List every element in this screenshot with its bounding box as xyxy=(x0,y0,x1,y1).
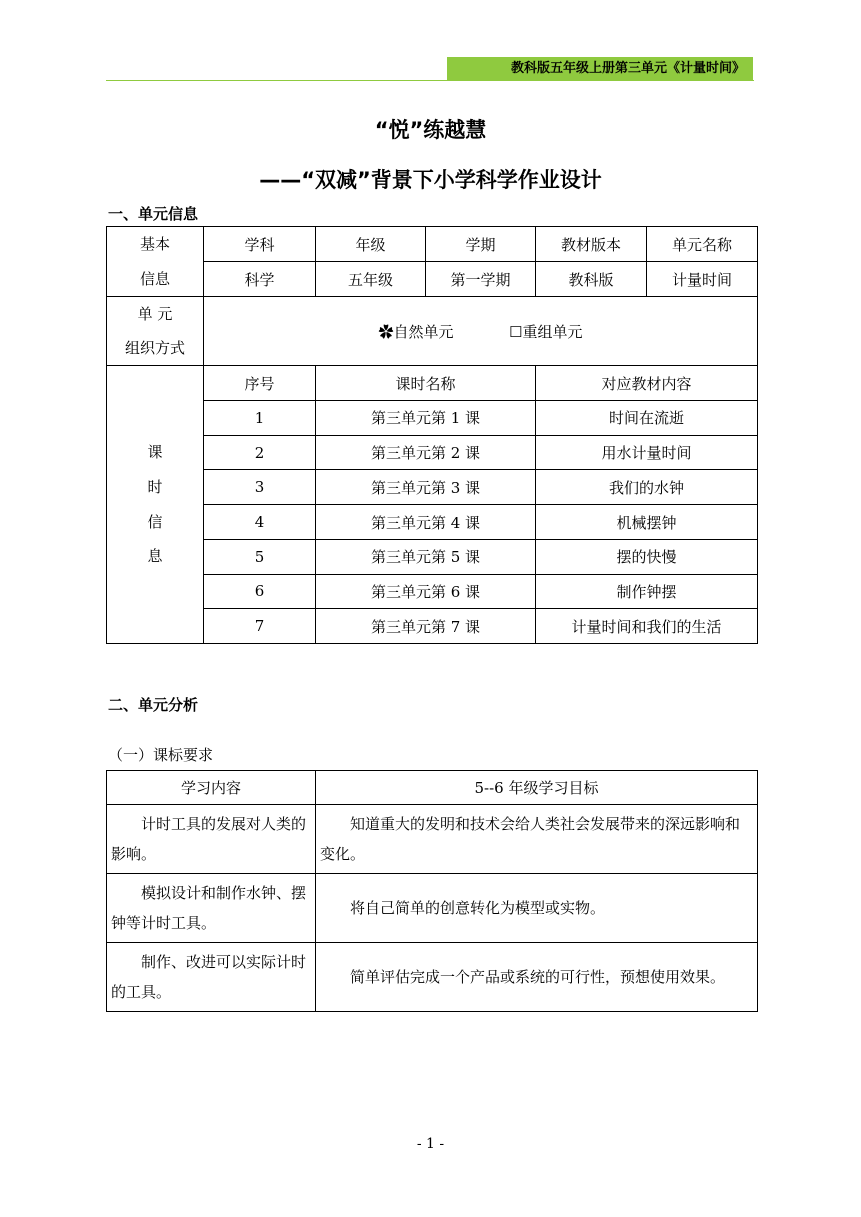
org-mode-options-cell xyxy=(204,297,758,366)
table-row xyxy=(107,227,758,262)
learning-content-cell: 制作、改进可以实际计时的工具。 xyxy=(107,943,316,1012)
lesson-name: 第三单元第 1 课 xyxy=(316,401,536,436)
lesson-info-label: 时 xyxy=(147,477,163,496)
lesson-number: 1 xyxy=(204,401,316,436)
lesson-number: 5 xyxy=(204,539,316,574)
table-cell: 科学 xyxy=(204,262,316,297)
table-row xyxy=(107,366,758,401)
table-header-cell: 学习内容 xyxy=(107,771,316,805)
table-row xyxy=(107,401,758,436)
table-row xyxy=(107,470,758,505)
lesson-info-label: 课 xyxy=(147,443,163,462)
org-mode-label-cell xyxy=(107,297,204,366)
unit-info-table xyxy=(106,226,758,644)
regroup-unit-option: ☐重组单元 xyxy=(509,322,583,341)
lesson-number: 7 xyxy=(204,609,316,644)
lesson-number: 3 xyxy=(204,470,316,505)
learning-goal-cell: 知道重大的发明和技术会给人类社会发展带来的深远影响和变化。 xyxy=(316,805,758,874)
lesson-name: 第三单元第 5 课 xyxy=(316,539,536,574)
learning-goal-cell: 简单评估完成一个产品或系统的可行性，预想使用效果。 xyxy=(316,943,758,1012)
learning-content-cell: 计时工具的发展对人类的影响。 xyxy=(107,805,316,874)
lesson-number: 4 xyxy=(204,505,316,540)
table-header-cell: 教材版本 xyxy=(536,227,647,262)
header-rule xyxy=(106,80,754,81)
lesson-name: 第三单元第 2 课 xyxy=(316,435,536,470)
table-header-cell: 学期 xyxy=(426,227,536,262)
page-number: - 1 - xyxy=(416,1136,445,1152)
table-row xyxy=(107,297,758,366)
org-mode-label: 组织方式 xyxy=(124,339,185,358)
page-subtitle: ——“双减”背景下小学科学作业设计 xyxy=(259,168,602,192)
org-mode-label: 单 元 xyxy=(137,305,173,324)
section-heading-unit-info: 一、单元信息 xyxy=(108,205,199,223)
table-row xyxy=(107,874,758,943)
table-row xyxy=(107,574,758,609)
table-cell: 五年级 xyxy=(316,262,426,297)
lesson-content: 我们的水钟 xyxy=(536,470,758,505)
table-header-cell: 课时名称 xyxy=(316,366,536,401)
table-row xyxy=(107,262,758,297)
table-cell: 教科版 xyxy=(536,262,647,297)
table-row xyxy=(107,805,758,874)
natural-unit-option: ✿自然单元 xyxy=(378,322,454,341)
lesson-name: 第三单元第 6 课 xyxy=(316,574,536,609)
table-header-cell: 学科 xyxy=(204,227,316,262)
table-cell: 第一学期 xyxy=(426,262,536,297)
lesson-content: 机械摆钟 xyxy=(536,505,758,540)
table-cell: 计量时间 xyxy=(647,262,758,297)
table-row xyxy=(107,435,758,470)
lesson-content: 时间在流逝 xyxy=(536,401,758,436)
section-heading-unit-analysis: 二、单元分析 xyxy=(108,696,199,714)
table-row xyxy=(107,943,758,1012)
lesson-content: 摆的快慢 xyxy=(536,539,758,574)
lesson-name: 第三单元第 7 课 xyxy=(316,609,536,644)
lesson-content: 用水计量时间 xyxy=(536,435,758,470)
table-header-cell: 序号 xyxy=(204,366,316,401)
table-row xyxy=(107,505,758,540)
table-header-cell: 年级 xyxy=(316,227,426,262)
lesson-info-label-cell xyxy=(107,366,204,644)
lesson-content: 计量时间和我们的生活 xyxy=(536,609,758,644)
subsection-heading-standards: （一）课标要求 xyxy=(108,746,214,764)
learning-goal-cell: 将自己简单的创意转化为模型或实物。 xyxy=(316,874,758,943)
header-banner: 教科版五年级上册第三单元《计量时间》 xyxy=(447,57,753,81)
lesson-content: 制作钟摆 xyxy=(536,574,758,609)
lesson-name: 第三单元第 4 课 xyxy=(316,505,536,540)
table-header-cell: 对应教材内容 xyxy=(536,366,758,401)
lesson-info-label: 息 xyxy=(147,547,163,566)
lesson-number: 6 xyxy=(204,574,316,609)
basic-info-label: 信息 xyxy=(139,269,170,288)
table-row xyxy=(107,771,758,805)
lesson-name: 第三单元第 3 课 xyxy=(316,470,536,505)
table-header-cell: 5--6 年级学习目标 xyxy=(316,771,758,805)
lesson-info-label: 信 xyxy=(147,512,163,531)
table-row xyxy=(107,539,758,574)
lesson-number: 2 xyxy=(204,435,316,470)
page-title: “悦”练越慧 xyxy=(374,118,487,142)
basic-info-label-cell xyxy=(107,227,204,297)
basic-info-label: 基本 xyxy=(139,235,170,253)
table-header-cell: 单元名称 xyxy=(647,227,758,262)
curriculum-standards-table xyxy=(106,770,758,1012)
learning-content-cell: 模拟设计和制作水钟、摆钟等计时工具。 xyxy=(107,874,316,943)
table-row xyxy=(107,609,758,644)
